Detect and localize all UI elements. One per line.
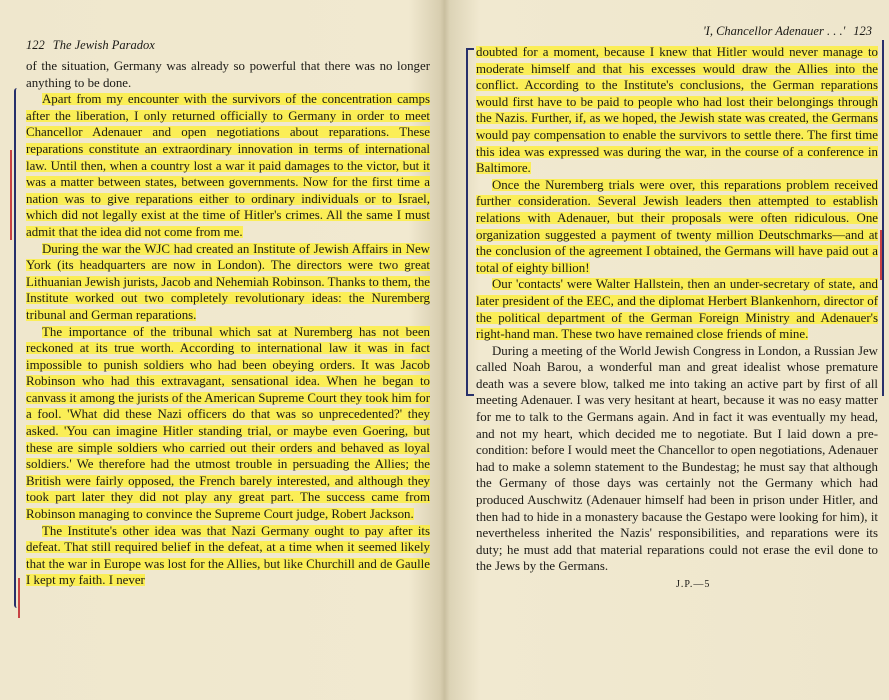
page-number: 123 — [853, 24, 872, 38]
paragraph: of the situation, Germany was already so powerful that there was no longer anything to be done. — [26, 59, 430, 90]
highlighted-text: The Institute's other idea was that Nazi Germany ought to pay after its defeat. That still required belief in the defeat, at a time when it seemed likely that the war in Europe was lost for the Allies, but like Churchill and de Gaulle I kept my faith. I never — [26, 523, 430, 588]
paragraph — [26, 324, 430, 523]
paragraph — [26, 241, 430, 324]
paragraph — [26, 523, 430, 589]
paragraph — [476, 44, 878, 177]
margin-red-line — [18, 578, 20, 618]
margin-red-line — [880, 230, 882, 280]
signature-mark: J.P.—5 — [676, 579, 711, 590]
paragraph — [26, 91, 430, 240]
left-body — [26, 58, 430, 589]
paragraph — [476, 177, 878, 277]
highlighted-text: Once the Nuremberg trials were over, this reparations problem received further consideration. Several Jewish leaders then attempted to establish relations with Adenauer, but their proposals were often ridiculous. One organization suggested a payment of twenty million Deutschmarks—and at the conclusion of the agreement I obtained, the Germans will have paid out a total of eighty billion! — [476, 177, 878, 275]
highlighted-text: The importance of the tribunal which sat at Nuremberg has not been reckoned at its true worth. According to international law it was in fact impossible to punish soldiers who had been obeying orders. It was Jacob Robinson who had this extravagant, sensational idea. When he began to canvass it among the jurists of the American Supreme Court they took him for a fool. 'What did these Nazi officers do that was so unprecedented?' they asked. 'You can imagine Hitler standing trial, or maybe even Goering, but these are simple soldiers who carried out their orders and behaved as loyal soldiers.' We therefore had the utmost trouble in persuading the Allies; the British were fairly opposed, the French barely interested, and although they took part later they did not play any great part. The success came from Robinson managing to convince the Supreme Court judge, Robert Jackson. — [26, 324, 430, 522]
running-title: The Jewish Paradox — [52, 38, 155, 52]
highlighted-text: doubted for a moment, because I knew that Hitler would never manage to moderate himself and that his excesses would draw the Allies into the conflict. According to the Institute's conclusions, the German reparations would first have to be paid to people who had lost their belongings through the Nazis. Further, if, as we hoped, the Jewish state was created, the Germans would pay compensation to enable the survivors to settle there. The first time this idea was expressed was during the war, in the course of a conference in Baltimore. — [476, 45, 878, 176]
highlighted-text: During the war the WJC had created an Institute of Jewish Affairs in New York (its headquarters are now in London). The directors were two great Lithuanian Jewish jurists, Jacob and Nehemiah Robinson. Thanks to them, the Institute worked out two completely revolutionary ideas: the Nuremberg tribunal and German reparations. — [26, 241, 430, 322]
margin-bracket-right — [466, 48, 474, 396]
margin-bracket-left — [14, 88, 22, 608]
right-body — [476, 44, 878, 594]
running-title: 'I, Chancellor Adenauer . . .' — [703, 24, 846, 38]
paragraph — [476, 276, 878, 342]
paragraph: During a meeting of the World Jewish Congress in London, a Russian Jew called Noah Barou, a wonderful man and great idealist whose premature death was a severe blow, talked me into taking an active part by first of all meeting Adenauer. I was very hesitant at heart, because it was no easy matter for me to talk to the Germans again. And in fact it was eventually my head, and not my heart, which decided me to negotiate. But I laid down a pre-condition: before I would meet the Chancellor to open negotiations, Adenauer had to make a solemn statement to the Bundestag; he must say that although the Germany of those days was certainly not the Germany which had produced Auschwitz (Adenauer himself had been in prison under Hitler, and then had to hide in a monastery bacause the Gestapo were looking for him), it nevertheless inherited the Nazis' responsibilities, and reparations were its duty; he must add that material reparations could not erase the evil done to the Jews by the Germans. — [476, 343, 879, 574]
running-head-left — [26, 32, 430, 58]
page-number: 122 — [26, 38, 45, 52]
running-head-right — [476, 18, 878, 44]
margin-bracket-outer — [878, 40, 884, 396]
left-page — [0, 0, 444, 700]
highlighted-text: Apart from my encounter with the survivors of the concentration camps after the liberation, I only returned officially to Germany in order to meet Chancellor Adenauer and open negotiations about reparations. These reparations constitute an extraordinary innovation in terms of international law. Until then, when a country lost a war it paid damages to the victor, but it was a matter between states, between governments. Now for the first time a nation was to give reparations either to ordinary individuals or to Israel, which did not legally exist at the time of Hitler's crimes. All the same I must admit that the idea did not come from me. — [26, 92, 430, 239]
margin-red-line — [10, 150, 12, 240]
highlighted-text: Our 'contacts' were Walter Hallstein, then an under-secretary of state, and later president of the EEC, and the diplomat Herbert Blankenhorn, director of the political department of the German Foreign Ministry and Adenauer's right-hand man. These two have remained close friends of mine. — [476, 277, 878, 342]
right-page — [444, 0, 888, 700]
